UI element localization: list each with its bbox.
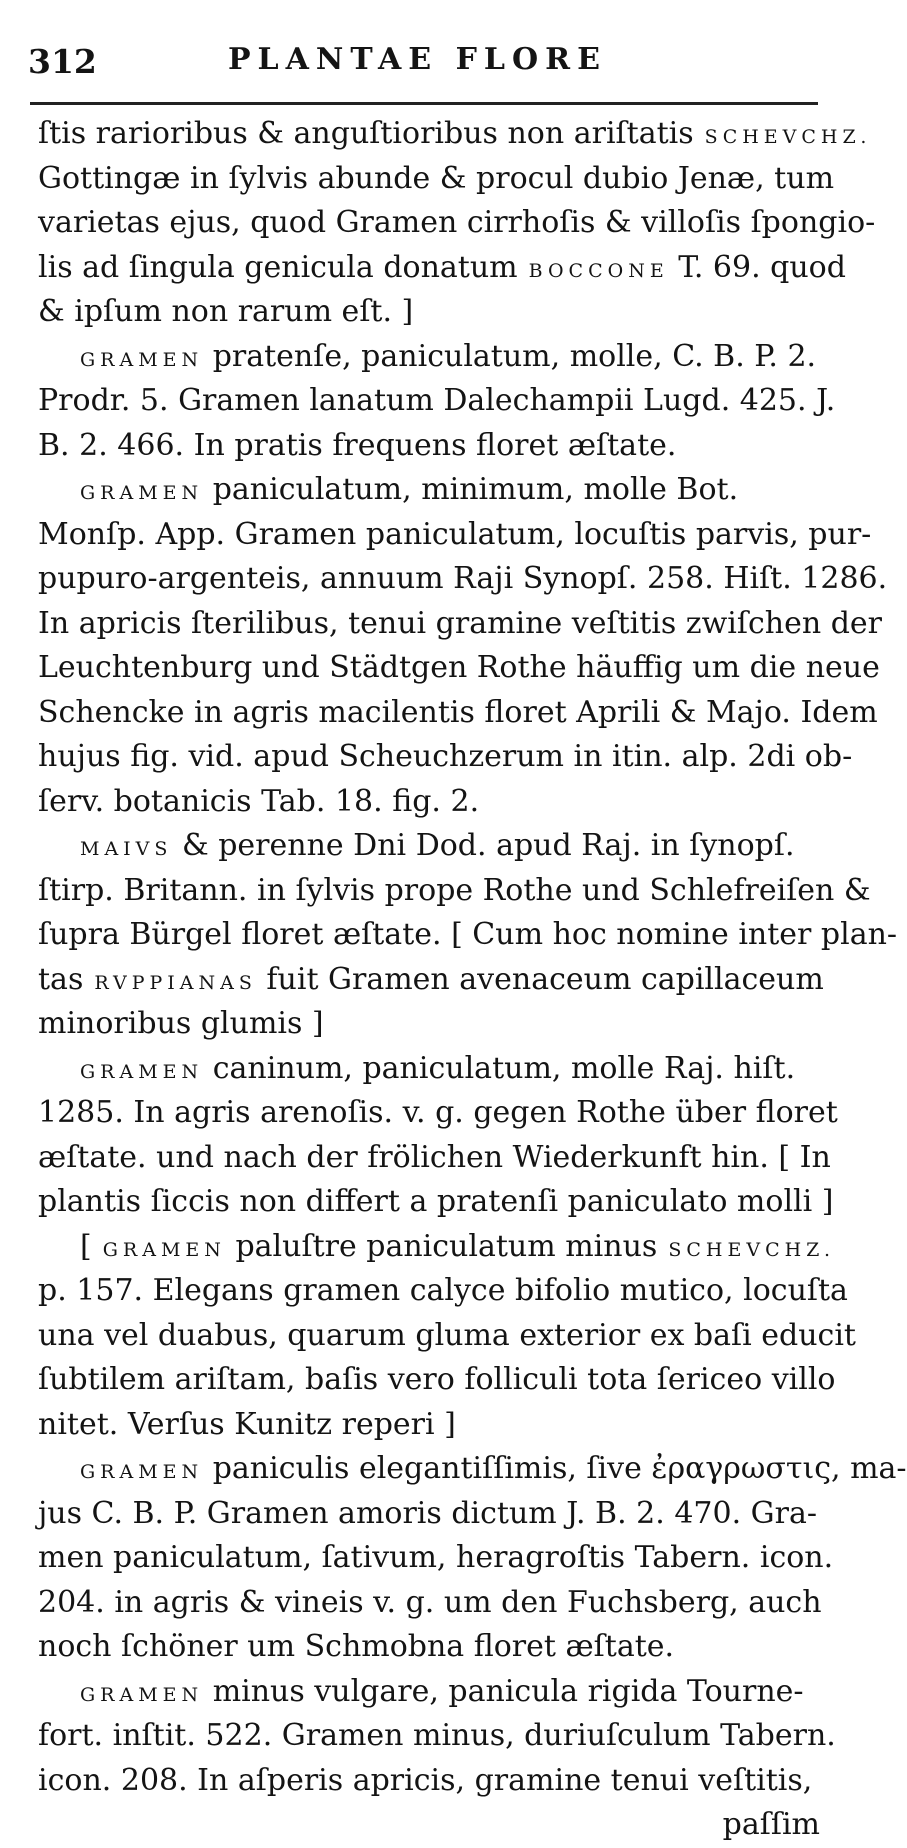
line-text: plantis ſiccis non differt a pratenſi paniculato molli ]: [38, 1184, 834, 1219]
text-line: [38, 1002, 828, 1047]
line-text: æſtate. und nach der frölichen Wiederkunft hin. [ In: [38, 1139, 831, 1175]
line-text: paniculatum, minimum, molle Bot.: [203, 472, 739, 507]
text-line: [38, 691, 878, 736]
small-caps-name: GRAMEN: [80, 348, 204, 371]
line-text: paſſim: [722, 1807, 820, 1842]
line-text: lis ad ſingula genicula donatum: [38, 249, 518, 285]
line-text: pratenſe, paniculatum, molle, C. B. P. 2.: [203, 338, 817, 374]
small-caps-name: BOCCONE: [517, 259, 669, 282]
line-text: In apricis ſterilibus, tenui gramine veſtitis zwiſchen der: [38, 605, 883, 641]
text-line: [38, 201, 876, 246]
text-line: [38, 958, 828, 1003]
line-text: men paniculatum, ſativum, heragroſtis Tabern. icon.: [38, 1540, 834, 1575]
small-caps-name: GRAMEN: [80, 1461, 204, 1483]
line-text: ſerv. botanicis Tab. 18. fig. 2.: [38, 783, 480, 819]
line-text: jus C. B. P. Gramen amoris dictum J. B. 2. 470. Gra-: [38, 1495, 817, 1531]
text-line: [38, 112, 872, 157]
line-text: fort. inſtit. 522. Gramen minus, duriuſculum Tabern.: [38, 1718, 836, 1753]
text-line: [38, 1091, 838, 1136]
header-rule: [30, 102, 818, 105]
text-line: [38, 1759, 828, 1804]
text-line: [38, 424, 828, 469]
text-line: [38, 824, 828, 869]
line-text: hujus fig. vid. apud Scheuchzerum in itin. alp. 2di ob-: [38, 739, 853, 774]
text-line: [38, 1180, 834, 1225]
text-line: [38, 157, 835, 202]
text-line: [38, 602, 883, 647]
text-line: [38, 557, 888, 602]
line-text: B. 2. 466. In pratis frequens floret æſtate.: [38, 427, 677, 463]
text-line: [38, 735, 853, 780]
line-text: & ipſum non rarum eſt. ]: [38, 294, 414, 329]
text-line: [38, 1314, 856, 1359]
line-text: icon. 208. In aſperis apricis, gramine tenui veſtitis,: [38, 1762, 813, 1798]
text-line: [38, 379, 836, 424]
line-text: 204. in agris & vineis v. g. um den Fuchsberg, auch: [38, 1584, 822, 1620]
line-text: tas: [38, 961, 84, 997]
line-text: T. 69. quod: [668, 249, 846, 285]
text-line: [38, 646, 880, 691]
line-text: 1285. In agris arenoſis. v. g. gegen Rothe über floret: [38, 1095, 838, 1130]
line-text: ſtis rarioribus & anguſtioribus non ariſtatis: [38, 116, 694, 151]
small-caps-name: GRAMEN: [80, 482, 204, 504]
small-caps-name: SCHEVCHZ.: [657, 1238, 836, 1261]
line-text: noch ſchöner um Schmobna floret æſtate.: [38, 1629, 675, 1664]
text-line: [38, 1447, 907, 1492]
line-text: Gottingæ in ſylvis abunde & procul dubio Jenæ, tum: [38, 160, 835, 196]
page-header: [28, 42, 818, 92]
text-line: [38, 468, 828, 513]
line-text: ſubtilem ariſtam, baſis vero folliculi tota ſericeo villo: [38, 1362, 836, 1397]
small-caps-name: MAIVS: [80, 838, 173, 860]
text-line: [38, 290, 828, 335]
text-line: [38, 913, 898, 958]
small-caps-name: GRAMEN: [80, 1683, 204, 1706]
line-text: paluſtre paniculatum minus: [225, 1228, 658, 1264]
line-text: Schencke in agris macilentis floret Aprili & Majo. Idem: [38, 694, 878, 730]
line-text: fuit Gramen avenaceum capillaceum: [256, 961, 824, 997]
text-line: [38, 1047, 828, 1092]
text-line: [38, 1358, 836, 1403]
text-line: [38, 1269, 848, 1314]
line-text: ſupra Bürgel floret æſtate. [ Cum hoc nomine inter plan-: [38, 917, 898, 952]
text-line: [38, 335, 828, 380]
line-text: Prodr. 5. Gramen lanatum Dalechampii Lugd. 425. J.: [38, 383, 836, 418]
line-text: minoribus glumis ]: [38, 1006, 324, 1041]
line-text: una vel duabus, quarum gluma exterior ex baſi educit: [38, 1317, 856, 1353]
text-line: [38, 513, 872, 558]
small-caps-name: GRAMEN: [91, 1238, 226, 1261]
line-text: varietas ejus, quod Gramen cirrhoſis & villoſis ſpongio-: [38, 205, 876, 240]
line-text: caninum, paniculatum, molle Raj. hiſt.: [203, 1050, 796, 1086]
line-text: minus vulgare, panicula rigida Tourne-: [203, 1673, 804, 1709]
line-text: p. 157. Elegans gramen calyce bifolio mutico, locuſta: [38, 1273, 848, 1308]
text-line: [38, 1536, 834, 1581]
text-line: [38, 1581, 828, 1626]
body-text: [38, 112, 907, 1848]
text-line: [38, 1492, 828, 1537]
line-text: Monſp. App. Gramen paniculatum, locuſtis parvis, pur-: [38, 516, 872, 552]
text-line: [38, 1225, 836, 1270]
running-title: PLANTAE FLORE: [228, 42, 607, 77]
small-caps-name: RVPPIANAS: [83, 971, 257, 994]
line-text: [: [80, 1228, 92, 1264]
line-text: Leuchtenburg und Städtgen Rothe häuffig um die neue: [38, 650, 880, 685]
small-caps-name: GRAMEN: [80, 1060, 204, 1083]
text-line: [38, 1403, 828, 1448]
line-text: & perenne Dni Dod. apud Raj. in ſynopſ.: [172, 828, 795, 863]
text-line: [38, 1714, 836, 1759]
text-line: [38, 780, 828, 825]
line-text: ſtirp. Britann. in ſylvis prope Rothe und Schlefreiſen &: [38, 872, 871, 908]
text-line: [38, 1136, 831, 1181]
line-text: paniculis elegantiſſimis, ſive ἐραγρωστις, ma-: [203, 1451, 907, 1486]
page-number: 312: [28, 42, 97, 81]
text-line: [38, 1803, 828, 1848]
text-line: [38, 246, 846, 291]
small-caps-name: SCHEVCHZ.: [693, 126, 872, 148]
text-line: [38, 1670, 828, 1715]
text-line: [38, 1625, 828, 1670]
line-text: nitet. Verſus Kunitz reperi ]: [38, 1406, 456, 1442]
line-text: pupuro-argenteis, annuum Raji Synopſ. 258. Hiſt. 1286.: [38, 561, 888, 596]
text-line: [38, 869, 871, 914]
